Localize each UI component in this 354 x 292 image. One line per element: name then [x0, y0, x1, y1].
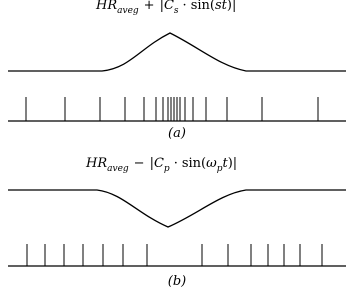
formula-b	[85, 156, 237, 174]
formula-b-abs-close: |	[232, 156, 238, 171]
formula-a-arg: st	[214, 0, 227, 13]
formula-b-dot: ·	[173, 156, 178, 171]
spike-train-b	[27, 244, 322, 266]
panel-b	[8, 156, 346, 289]
formula-a-abs-close: |	[231, 0, 237, 13]
formula-b-coeff: C	[153, 156, 164, 171]
formula-a-abs-open: |	[159, 0, 164, 13]
caption-b: (b)	[167, 274, 187, 289]
formula-b-arg-close: )	[227, 156, 233, 171]
formula-b-arg-open: (	[201, 156, 207, 171]
waveform-a	[8, 33, 346, 71]
formula-a-coeff: C	[163, 0, 174, 13]
spike-train-a	[26, 97, 318, 121]
caption-a: (a)	[168, 126, 186, 141]
formula-a-operator: +	[143, 0, 155, 13]
formula-a-coeff-sub: s	[173, 6, 179, 16]
formula-a-arg-open: (	[209, 0, 215, 13]
formula-b-coeff-sub: p	[163, 164, 170, 174]
formula-a-dot: ·	[182, 0, 187, 13]
formula-b-hr: HR	[86, 156, 108, 171]
formula-a-hr: HR	[96, 0, 118, 13]
formula-a-arg-close: )	[226, 0, 232, 13]
formula-b-abs-open: |	[149, 156, 154, 171]
formula-a-avg-sub: aveg	[117, 6, 139, 16]
formula-b-operator: −	[133, 156, 145, 171]
formula-b-arg-t: t	[222, 156, 228, 171]
formula-b-omega-sub: p	[216, 164, 223, 174]
formula-a	[95, 0, 236, 16]
waveform-b	[8, 190, 346, 227]
panel-a	[8, 0, 346, 141]
formula-b-omega: ω	[206, 156, 217, 171]
formula-b-avg-sub: aveg	[107, 164, 129, 174]
formula-b-func: sin	[181, 156, 202, 171]
formula-a-func: sin	[190, 0, 210, 13]
